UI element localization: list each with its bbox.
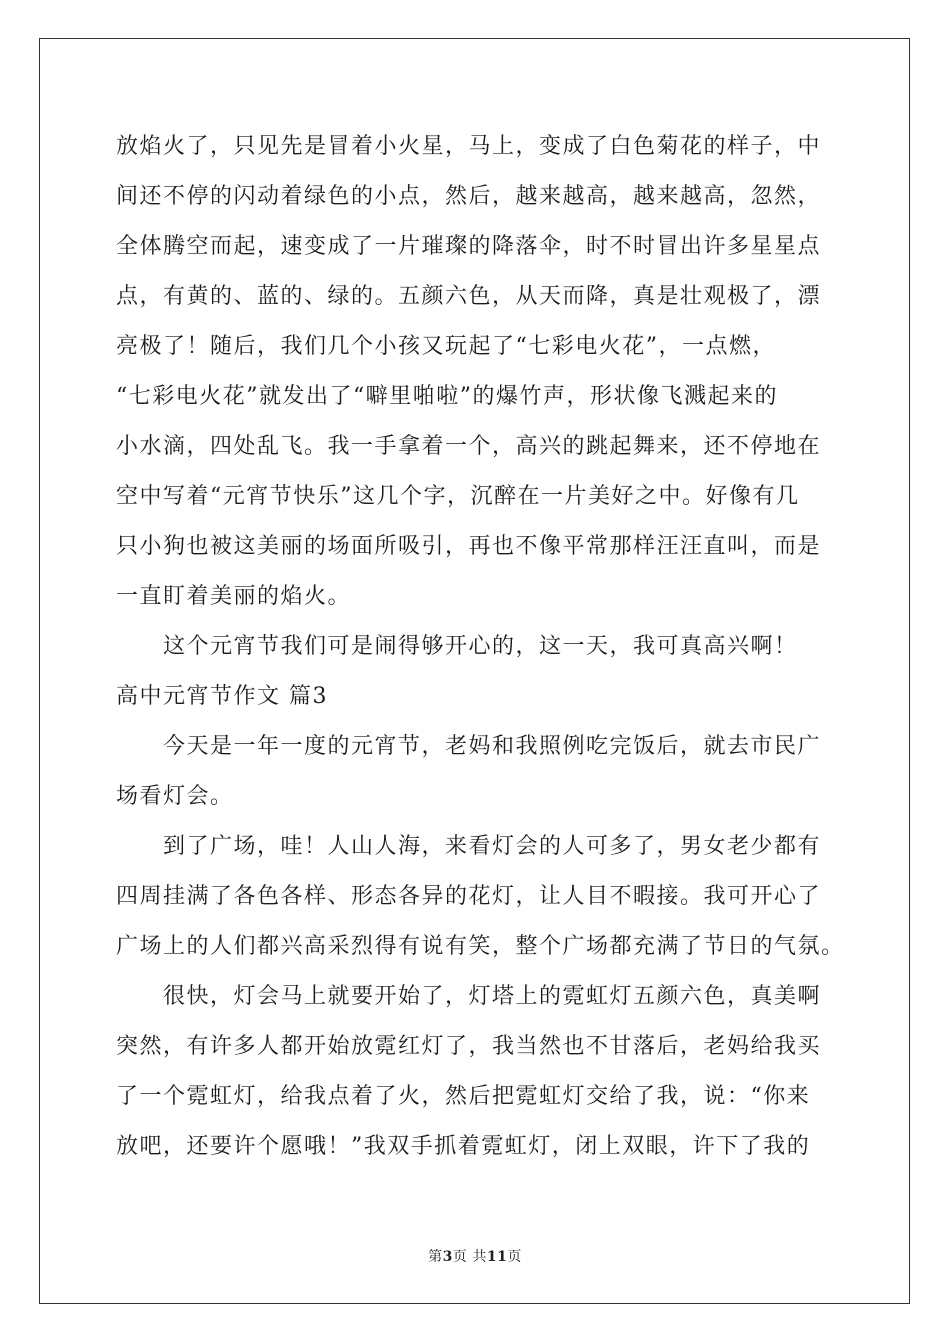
text-line: 空中写着“元宵节快乐”这几个字，沉醉在一片美好之中。好像有几 [116, 484, 800, 509]
page-suffix: 页 [507, 1249, 522, 1265]
text-line: 一直盯着美丽的焰火。 [116, 584, 352, 609]
text-line: 到了广场，哇！人山人海，来看灯会的人可多了，男女老少都有 [163, 834, 822, 859]
text-line: 四周挂满了各色各样、形态各异的花灯，让人目不暇接。我可开心了 [116, 884, 822, 909]
page-current: 3 [442, 1249, 453, 1265]
text-line: 了一个霓虹灯，给我点着了火，然后把霓虹灯交给了我，说：“你来 [116, 1084, 811, 1109]
text-line: 小水滴，四处乱飞。我一手拿着一个，高兴的跳起舞来，还不停地在 [116, 434, 822, 459]
text-line: 全体腾空而起，速变成了一片璀璨的降落伞，时不时冒出许多星星点 [116, 234, 822, 259]
text-line: 放吧，还要许个愿哦！”我双手抓着霓虹灯，闭上双眼，许下了我的 [116, 1134, 811, 1159]
page-mid: 页 共 [452, 1249, 487, 1265]
text-line: 这个元宵节我们可是闹得够开心的，这一天，我可真高兴啊！ [163, 634, 798, 659]
text-line: 场看灯会。 [116, 784, 234, 809]
text-line: 点，有黄的、蓝的、绿的。五颜六色，从天而降，真是壮观极了，漂 [116, 284, 822, 309]
page-footer [0, 1248, 950, 1266]
page-total: 11 [486, 1249, 508, 1265]
page-border [39, 38, 910, 1304]
text-line: 放焰火了，只见先是冒着小火星，马上，变成了白色菊花的样子，中 [116, 134, 822, 159]
text-line: “七彩电火花”就发出了“噼里啪啦”的爆竹声，形状像飞溅起来的 [116, 384, 778, 409]
text-line: 广场上的人们都兴高采烈得有说有笑，整个广场都充满了节日的气氛。 [116, 934, 845, 959]
text-line: 亮极了！随后，我们几个小孩又玩起了“七彩电火花”，一点燃， [116, 334, 776, 359]
section-heading: 高中元宵节作文 篇3 [116, 684, 328, 709]
text-line: 间还不停的闪动着绿色的小点，然后，越来越高，越来越高，忽然， [116, 184, 822, 209]
page-prefix: 第 [428, 1249, 443, 1265]
text-line: 突然，有许多人都开始放霓红灯了，我当然也不甘落后，老妈给我买 [116, 1034, 822, 1059]
text-line: 很快，灯会马上就要开始了，灯塔上的霓虹灯五颜六色，真美啊 [163, 984, 822, 1009]
text-line: 今天是一年一度的元宵节，老妈和我照例吃完饭后，就去市民广 [163, 734, 822, 759]
text-line: 只小狗也被这美丽的场面所吸引，再也不像平常那样汪汪直叫，而是 [116, 534, 822, 559]
